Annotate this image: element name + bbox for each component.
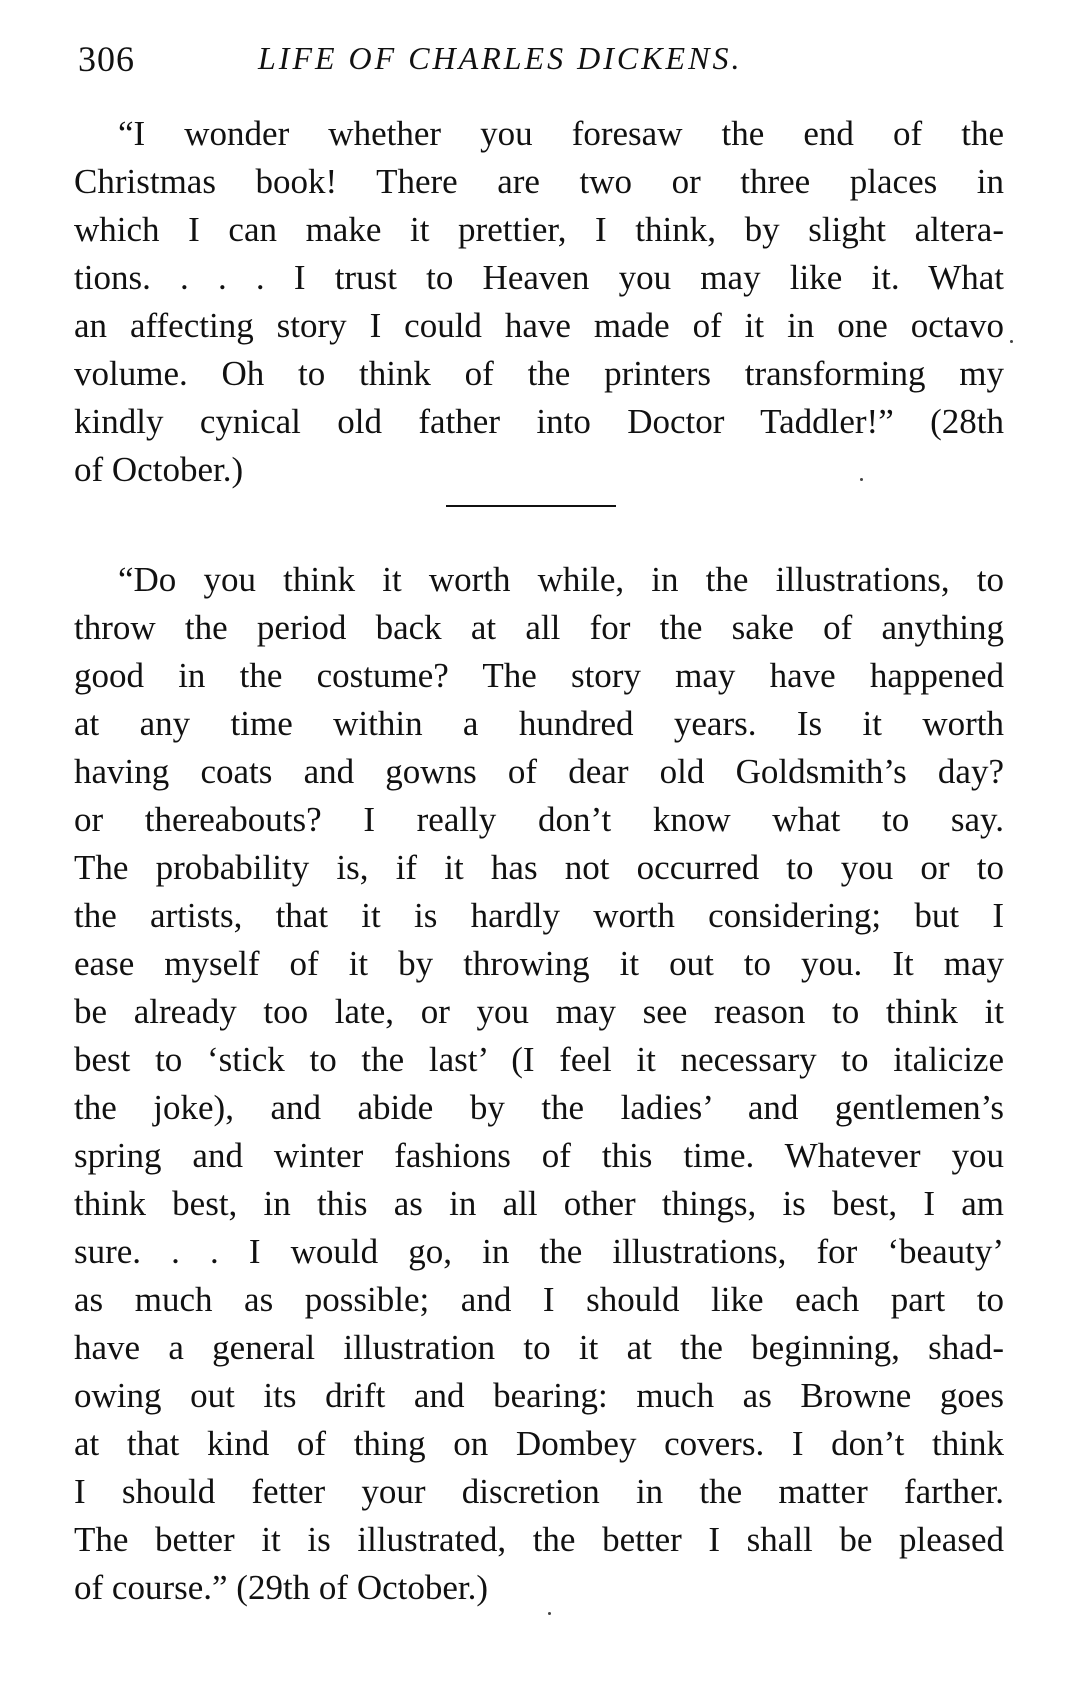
text-line: the joke), and abide by the ladies’ and gentlemen’s [74, 1088, 1004, 1127]
running-title: LIFE OF CHARLES DICKENS. [258, 40, 743, 76]
text-line: spring and winter fashions of this time. Whatever you [74, 1136, 1004, 1175]
text-line: at that kind of thing on Dombey covers. I don’t think [74, 1424, 1004, 1463]
text-line: I should fetter your discretion in the matter farther. [74, 1472, 1004, 1511]
section-divider [446, 505, 616, 507]
text-line: volume. Oh to think of the printers transforming my [74, 354, 1004, 393]
text-line: throw the period back at all for the sake of anything [74, 608, 1004, 647]
letter-paragraph-2 [74, 556, 1004, 1612]
text-line: or thereabouts? I really don’t know what to say. [74, 800, 1004, 839]
text-line: at any time within a hundred years. Is it worth [74, 704, 1004, 743]
text-line: having coats and gowns of dear old Goldsmith’s day? [74, 752, 1004, 791]
text-line: of October.) [74, 450, 244, 489]
text-line: owing out its drift and bearing: much as Browne goes [74, 1376, 1004, 1415]
text-line: the artists, that it is hardly worth considering; but I [74, 896, 1004, 935]
text-line: The better it is illustrated, the better I shall be pleased [74, 1520, 1004, 1559]
page-header [78, 38, 998, 88]
text-line: tions. . . . I trust to Heaven you may like it. What [74, 258, 1004, 297]
text-line: best to ‘stick to the last’ (I feel it necessary to italicize [74, 1040, 1004, 1079]
text-line: The probability is, if it has not occurred to you or to [74, 848, 1004, 887]
text-line: “I wonder whether you foresaw the end of the [118, 114, 1004, 153]
text-line: kindly cynical old father into Doctor Taddler!” (28th [74, 402, 1004, 441]
text-line: Christmas book! There are two or three places in [74, 162, 1004, 201]
text-line: of course.” (29th of October.) [74, 1568, 489, 1607]
text-line: “Do you think it worth while, in the illustrations, to [118, 560, 1004, 599]
print-speck [1010, 340, 1013, 343]
text-line: be already too late, or you may see reason to think it [74, 992, 1004, 1031]
text-line: have a general illustration to it at the beginning, shad- [74, 1328, 1004, 1367]
text-line: think best, in this as in all other things, is best, I am [74, 1184, 1004, 1223]
letter-paragraph-1 [74, 110, 1004, 494]
text-line: ease myself of it by throwing it out to you. It may [74, 944, 1004, 983]
print-speck [860, 478, 863, 481]
page-number: 306 [78, 39, 135, 79]
print-speck [548, 1612, 551, 1615]
text-line: good in the costume? The story may have happened [74, 656, 1004, 695]
text-line: which I can make it prettier, I think, by slight altera- [74, 210, 1004, 249]
text-line: sure. . . I would go, in the illustrations, for ‘beauty’ [74, 1232, 1004, 1271]
text-line: as much as possible; and I should like each part to [74, 1280, 1004, 1319]
text-line: an affecting story I could have made of it in one octavo [74, 306, 1004, 345]
